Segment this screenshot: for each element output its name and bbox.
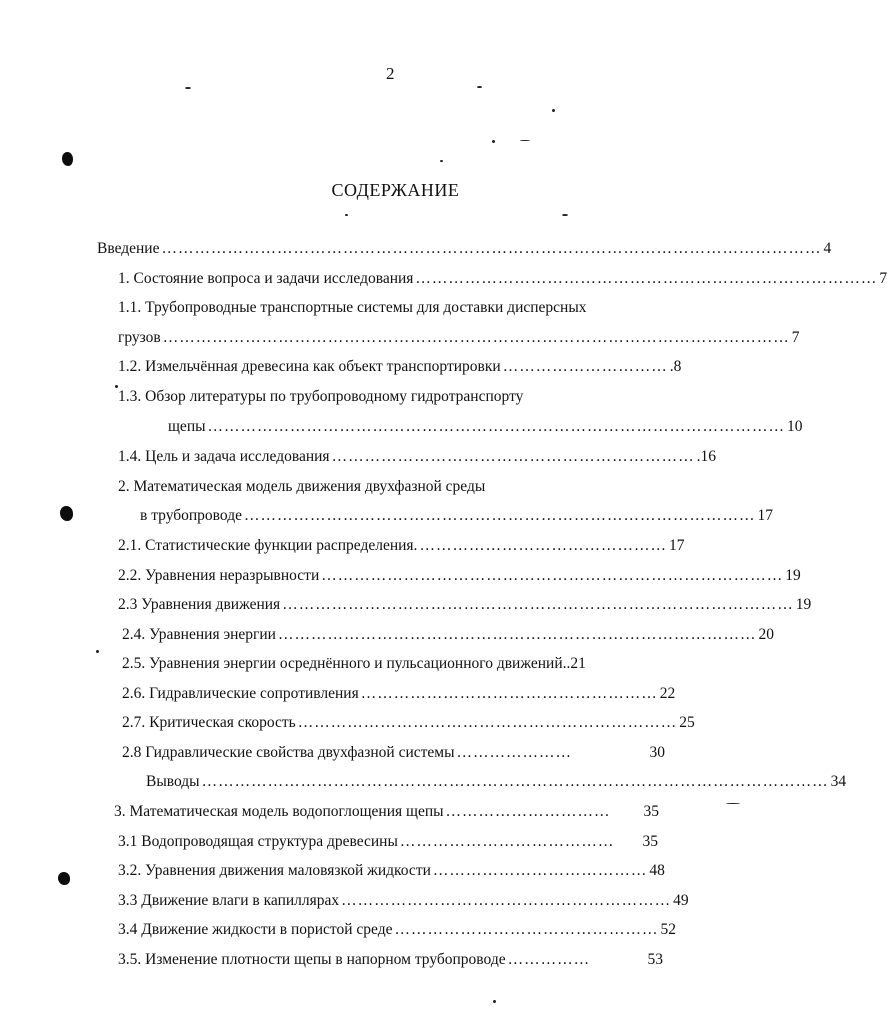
toc-entry	[118, 567, 801, 585]
toc-entry-page: .8	[669, 358, 682, 375]
toc-entry-page: 19	[795, 596, 812, 613]
toc-leader: ………………………………………	[419, 537, 667, 554]
toc-entry	[118, 448, 716, 466]
toc-entry-page: 35	[642, 833, 658, 850]
toc-entry	[118, 358, 682, 376]
toc-entry-text: 2.1. Статистические функции распределения.	[118, 537, 418, 554]
toc-leader: …………………………	[502, 358, 668, 375]
toc-entry	[118, 892, 689, 910]
toc-leader: ……………………………………………………………………………	[277, 626, 757, 643]
toc-entry-text: 3.4 Движение жидкости в пористой среде	[118, 921, 393, 938]
scan-speck	[477, 86, 482, 88]
toc-entry	[122, 744, 665, 762]
toc-entry-text: грузов	[118, 329, 161, 346]
toc-entry	[122, 714, 695, 732]
toc-entry	[118, 270, 887, 288]
toc-entry	[118, 951, 663, 969]
toc-entry-text: 1.3. Обзор литературы по трубопроводному гидротранспорту	[118, 388, 524, 405]
scan-speck	[185, 87, 191, 89]
toc-entry	[118, 921, 676, 939]
toc-entry-text: 2. Математическая модель движения двухфазной среды	[118, 478, 486, 495]
toc-entry-text: 1.1. Трубопроводные транспортные системы для доставки дисперсных	[118, 299, 587, 316]
toc-leader: ……………………………………………………………………………………………………	[162, 329, 790, 346]
toc-entry-text: щепы	[168, 418, 206, 435]
toc-entry	[122, 685, 676, 703]
toc-entry	[118, 862, 665, 880]
toc-leader: …………………………………	[399, 833, 615, 850]
scan-speck	[96, 650, 99, 653]
toc-entry-page: 20	[758, 626, 774, 643]
scan-speck	[562, 214, 568, 216]
toc-entry-text: 1.2. Измельчённая древесина как объект транспортировки	[118, 358, 501, 375]
toc-entry-text: 3.5. Изменение плотности щепы в напорном трубопроводе	[118, 951, 506, 968]
toc-entry-page: 34	[830, 773, 847, 790]
toc-entry-page: 21	[570, 655, 586, 672]
scan-speck	[726, 803, 740, 804]
scan-speck	[552, 109, 555, 112]
toc-entry-text: 2.5. Уравнения энергии осреднённого и пульсационного движений..	[122, 655, 571, 672]
toc-leader: …………………………	[445, 803, 611, 820]
toc-entry-text: 2.3 Уравнения движения	[118, 596, 281, 613]
toc-leader: ……………………………………………………	[341, 892, 672, 909]
toc-entry	[146, 773, 847, 791]
toc-entry-page: 17	[668, 537, 685, 554]
toc-leader: ……………………………………………………………	[297, 714, 678, 731]
toc-entry	[122, 626, 774, 644]
ink-blot	[62, 152, 73, 166]
toc-entry-text: 1.4. Цель и задача исследования	[118, 448, 330, 465]
toc-entry-page: 10	[787, 418, 803, 435]
toc-entry-page: 7	[879, 270, 887, 287]
toc-entry-page: 48	[649, 862, 665, 879]
toc-leader: …………………………………………………………………………………	[243, 507, 756, 524]
toc-entry-text: 1. Состояние вопроса и задачи исследования	[118, 270, 414, 287]
toc-entry	[118, 833, 658, 851]
toc-leader: …………………………………………………………………………	[321, 567, 784, 584]
toc-entry-page: 4	[823, 240, 832, 257]
toc-entry-text: 2.8 Гидравлические свойства двухфазной системы	[122, 744, 455, 761]
toc-entry-page: 53	[647, 951, 663, 968]
ink-blot	[58, 872, 70, 885]
toc-leader: ……………………………………………………………………………………………………	[201, 773, 829, 790]
toc-entry-text: 3. Математическая модель водопоглощения щепы	[114, 803, 444, 820]
toc-entry-text: в трубопроводе	[140, 507, 242, 524]
toc-entry-text: 2.6. Гидравлические сопротивления	[122, 685, 359, 702]
toc-entry-text: 3.2. Уравнения движения маловязкой жидкости	[118, 862, 431, 879]
toc-entry-text: 3.3 Движение влаги в капиллярах	[118, 892, 340, 909]
toc-leader: …………………………………………………………………………………………………………	[161, 240, 822, 257]
scan-speck	[520, 140, 530, 141]
toc-entry-page: 49	[673, 892, 689, 909]
page-number: 2	[386, 64, 395, 83]
toc-entry-page: 52	[660, 921, 676, 938]
toc-leader: …………………………………	[432, 862, 648, 879]
toc-leader: …………………………………………………………………………………	[282, 596, 794, 613]
toc-entry-page: 17	[757, 507, 773, 524]
toc-entry-page: 30	[649, 744, 665, 761]
toc-entry-text: 2.4. Уравнения энергии	[122, 626, 276, 643]
toc-entry	[122, 655, 669, 673]
toc-entry-page: 7	[791, 329, 800, 346]
toc-entry-text: 2.7. Критическая скорость	[122, 714, 296, 731]
toc-entry-page: 35	[643, 803, 659, 820]
toc-leader: ……………………………………………………………………………………………	[207, 418, 786, 435]
toc-entry	[168, 418, 803, 436]
toc-entry-text: Введение	[97, 240, 160, 257]
scan-speck	[493, 1000, 496, 1003]
toc-entry	[118, 596, 812, 614]
toc-leader: …………………	[456, 744, 573, 761]
toc-entry-text: 3.1 Водопроводящая структура древесины	[118, 833, 398, 850]
toc-leader: …………………………………………………………	[331, 448, 695, 465]
scan-speck	[440, 160, 443, 162]
toc-leader: …………………………………………………………………………	[415, 270, 878, 287]
toc-leader: …………………………………………	[394, 921, 659, 938]
scan-speck	[115, 385, 118, 388]
toc-entry	[118, 329, 800, 347]
toc-entry-page: 25	[679, 714, 695, 731]
toc-entry	[114, 803, 659, 821]
scan-speck	[345, 214, 348, 216]
toc-entry-page: .16	[696, 448, 716, 465]
toc-entry-page: 22	[659, 685, 676, 702]
toc-entry	[140, 507, 773, 525]
scan-speck	[492, 140, 495, 143]
toc-entry-text: 2.2. Уравнения неразрывности	[118, 567, 320, 584]
ink-blot	[60, 506, 73, 521]
toc-leader: ……………	[507, 951, 591, 968]
toc-title: СОДЕРЖАНИЕ	[331, 180, 460, 200]
toc-entry-text: Выводы	[146, 773, 200, 790]
toc-entry	[97, 240, 832, 258]
toc-entry	[118, 537, 685, 555]
toc-entry-page: 19	[785, 567, 801, 584]
toc-leader: ………………………………………………	[360, 685, 658, 702]
